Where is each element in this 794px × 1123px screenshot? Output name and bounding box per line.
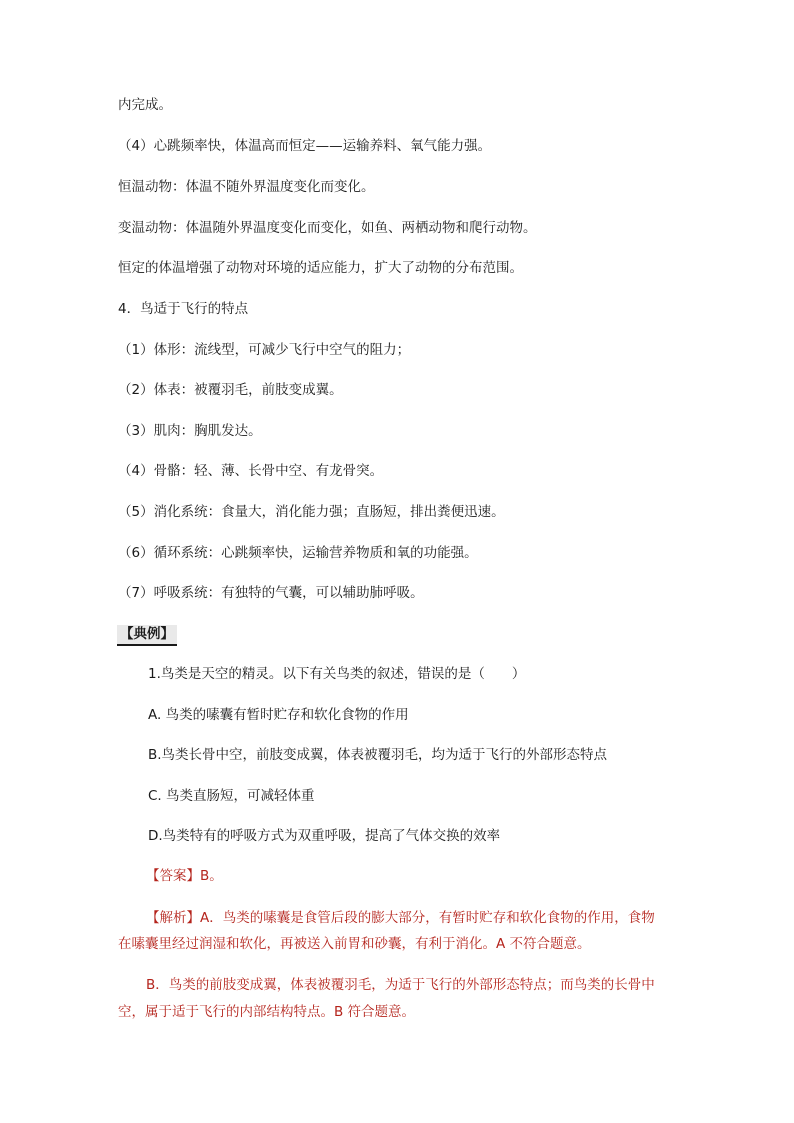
text-line: 变温动物：体温随外界温度变化而变化，如鱼、两栖动物和爬行动物。 <box>118 220 537 236</box>
analysis-line: 空，属于适于飞行的内部结构特点。B 符合题意。 <box>118 1004 416 1020</box>
text-line: （2）体表：被覆羽毛，前肢变成翼。 <box>118 382 343 398</box>
example-tag: 【典例】 <box>117 625 177 646</box>
answer-text: 【答案】B。 <box>146 868 223 884</box>
text-line: （1）体形：流线型，可减少飞行中空气的阻力； <box>118 342 411 358</box>
text-line: 恒定的体温增强了动物对环境的适应能力，扩大了动物的分布范围。 <box>118 260 523 276</box>
analysis-line: B．鸟类的前肢变成翼，体表被覆羽毛，为适于飞行的外部形态特点；而鸟类的长骨中 <box>146 977 655 993</box>
option-c: C. 鸟类直肠短，可减轻体重 <box>148 788 315 804</box>
option-a: A. 鸟类的嗉囊有暂时贮存和软化食物的作用 <box>148 707 409 723</box>
option-b: B.鸟类长骨中空，前肢变成翼，体表被覆羽毛，均为适于飞行的外部形态特点 <box>148 747 608 763</box>
option-d: D.鸟类特有的呼吸方式为双重呼吸，提高了气体交换的效率 <box>148 828 501 844</box>
text-line: 恒温动物：体温不随外界温度变化而变化。 <box>118 179 375 195</box>
question-text: 1.鸟类是天空的精灵。以下有关鸟类的叙述，错误的是（ ） <box>148 666 526 682</box>
text-line: （4）骨骼：轻、薄、长骨中空、有龙骨突。 <box>118 463 384 479</box>
text-line: 内完成。 <box>118 97 172 113</box>
section-heading: 4．鸟适于飞行的特点 <box>118 301 249 317</box>
text-line: （4）心跳频率快，体温高而恒定——运输养料、氧气能力强。 <box>118 138 492 154</box>
text-line: （6）循环系统：心跳频率快，运输营养物质和氧的功能强。 <box>118 545 478 561</box>
text-line: （3）肌肉：胸肌发达。 <box>118 423 262 439</box>
text-line: （5）消化系统：食量大，消化能力强；直肠短，排出粪便迅速。 <box>118 504 505 520</box>
text-line: （7）呼吸系统：有独特的气囊，可以辅助肺呼吸。 <box>118 585 424 601</box>
analysis-line: 在嗉囊里经过润湿和软化，再被送入前胃和砂囊，有利于消化。A 不符合题意。 <box>118 936 591 952</box>
analysis-line: 【解析】A．鸟类的嗉囊是食管后段的膨大部分，有暂时贮存和软化食物的作用，食物 <box>146 910 655 926</box>
